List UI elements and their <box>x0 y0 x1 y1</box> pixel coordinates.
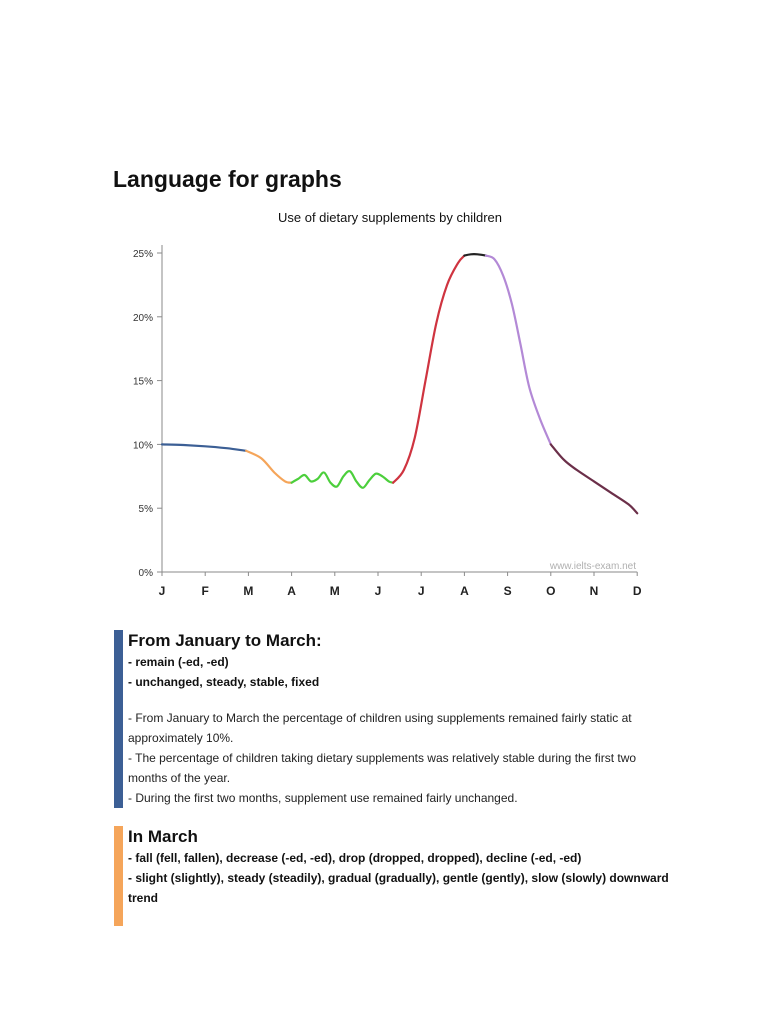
section-heading: From January to March: <box>128 631 322 650</box>
trend-line-segment-1 <box>162 444 246 450</box>
section-accent-bar <box>114 630 123 808</box>
vocab-term: - fall (fell, fallen), decrease (-ed, -ed), drop (dropped, dropped), decline (-ed, -ed) <box>128 851 582 865</box>
section-january-to-march <box>114 630 674 808</box>
section-heading: In March <box>128 827 198 846</box>
x-tick-label: N <box>589 584 599 598</box>
watermark-text: www.ielts-exam.net <box>549 561 636 572</box>
line-chart <box>100 200 660 605</box>
section-in-march <box>114 826 674 926</box>
y-tick-label: 15% <box>132 376 153 388</box>
vocab-term: - unchanged, steady, stable, fixed <box>128 675 320 689</box>
example-sentence: - The percentage of children taking dietary supplements was relatively stable during the first two months of the year. <box>128 751 637 785</box>
chart-svg <box>100 200 660 605</box>
x-tick-label: J <box>158 584 166 598</box>
trend-line-segment-5 <box>464 254 486 255</box>
y-tick-label: 0% <box>138 568 153 579</box>
x-tick-label: J <box>374 584 382 598</box>
x-tick-label: M <box>243 584 254 598</box>
trend-line-segment-2 <box>246 451 291 483</box>
y-tick-label: 10% <box>132 440 153 452</box>
trend-line-segment-4 <box>393 256 464 483</box>
vocab-term: - slight (slightly), steady (steadily), gradual (gradually), gentle (gently), slow (slowly) downward trend <box>128 871 669 905</box>
x-tick-label: S <box>503 584 512 598</box>
trend-line-segment-6 <box>486 256 551 445</box>
y-tick-label: 20% <box>132 312 153 324</box>
x-tick-label: F <box>201 584 209 598</box>
vocab-term: - remain (-ed, -ed) <box>128 655 229 669</box>
x-tick-label: M <box>329 584 340 598</box>
trend-line-segment-3 <box>292 471 394 488</box>
x-tick-label: A <box>287 584 296 598</box>
x-tick-label: J <box>417 584 425 598</box>
trend-line-segment-7 <box>551 444 637 513</box>
example-sentence: - From January to March the percentage of children using supplements remained fairly static at approximately 10%. <box>128 711 632 745</box>
x-tick-label: O <box>546 584 556 598</box>
section-accent-bar <box>114 826 123 926</box>
y-tick-label: 5% <box>138 504 153 516</box>
x-tick-label: A <box>460 584 469 598</box>
chart-title: Use of dietary supplements by children <box>277 210 503 225</box>
y-tick-label: 25% <box>132 249 153 260</box>
example-sentence: - During the first two months, supplement use remained fairly unchanged. <box>128 791 518 805</box>
x-tick-label: D <box>632 584 642 598</box>
page-title: Language for graphs <box>113 166 342 192</box>
